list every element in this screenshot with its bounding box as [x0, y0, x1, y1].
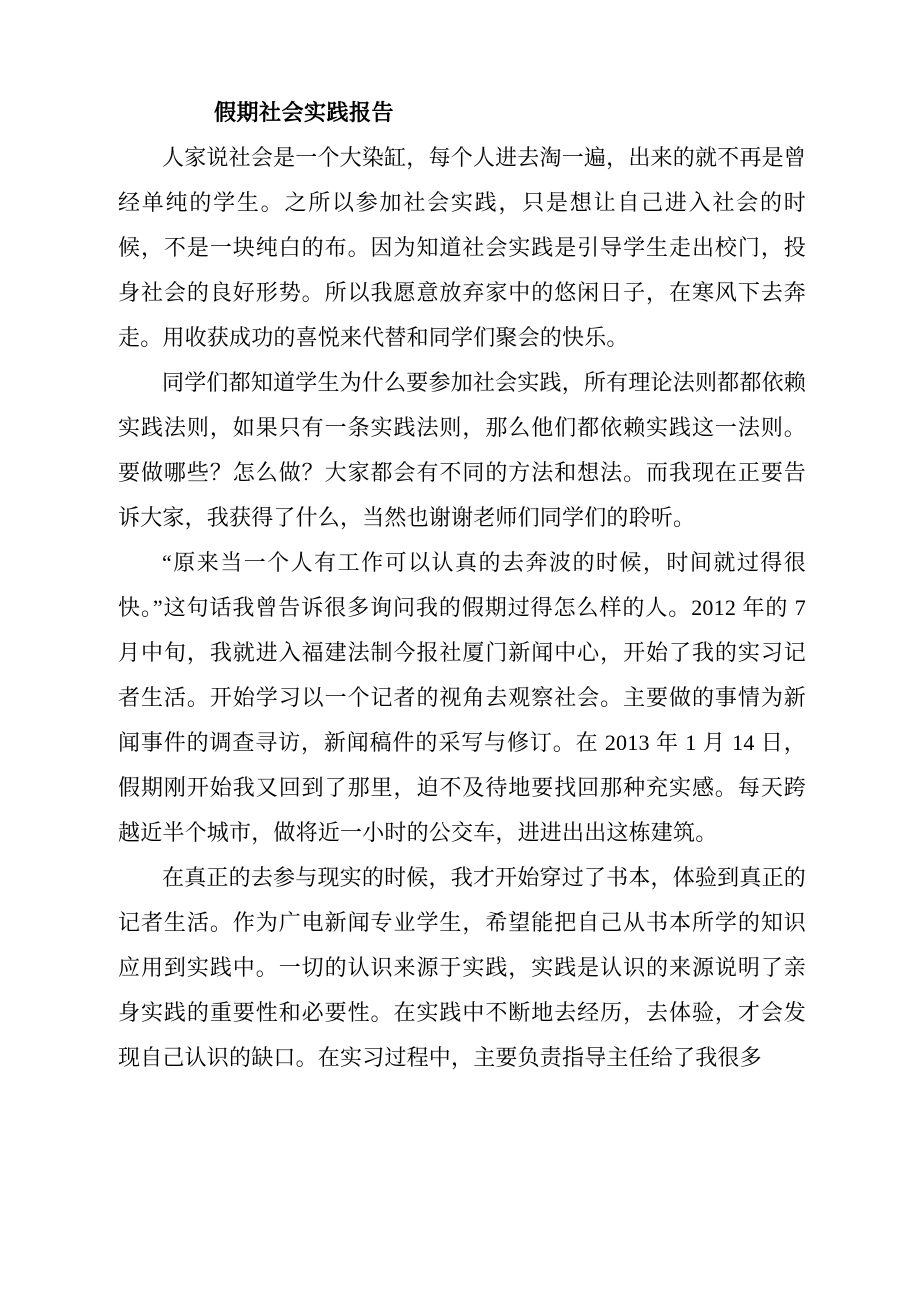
paragraph-1: 人家说社会是一个大染缸，每个人进去淘一遍，出来的就不再是曾经单纯的学生。之所以参加社会实践，只是想让自己进入社会的时候，不是一块纯白的布。因为知道社会实践是引导学生走出校门，投身社会的良好形势。所以我愿意放弃家中的悠闲日子，在寒风下去奔走。用收获成功的喜悦来代替和同学们聚会的快乐。: [118, 145, 806, 350]
page-content: [118, 96, 806, 1080]
paragraph-2: 同学们都知道学生为什么要参加社会实践，所有理论法则都都依赖实践法则，如果只有一条实践法则，那么他们都依赖实践这一法则。要做哪些？怎么做？大家都会有不同的方法和想法。而我现在正要告诉大家，我获得了什么，当然也谢谢老师们同学们的聆听。: [118, 370, 806, 530]
paragraph-4: 在真正的去参与现实的时候，我才开始穿过了书本，体验到真正的记者生活。作为广电新闻专业学生，希望能把自己从书本所学的知识应用到实践中。一切的认识来源于实践，实践是认识的来源说明了亲身实践的重要性和必要性。在实践中不断地去经历，去体验，才会发现自己认识的缺口。在实习过程中，主要负责指导主任给了我很多: [118, 865, 806, 1070]
page-title: 假期社会实践报告: [214, 100, 395, 125]
paragraph-3: “原来当一个人有工作可以认真的去奔波的时候，时间就过得很快。”这句话我曾告诉很多询问我的假期过得怎么样的人。2012 年的 7 月中旬，我就进入福建法制今报社厦门新闻中心，开始了我的实习记者生活。开始学习以一个记者的视角去观察社会。主要做的事情为新闻事件的调查寻访，新闻稿件的采写与修订。在 2013 年 1 月 14 日，假期刚开始我又回到了那里，迫不及待地要找回那种充实感。每天跨越近半个城市，做将近一小时的公交车，进进出出这栋建筑。: [118, 550, 806, 845]
